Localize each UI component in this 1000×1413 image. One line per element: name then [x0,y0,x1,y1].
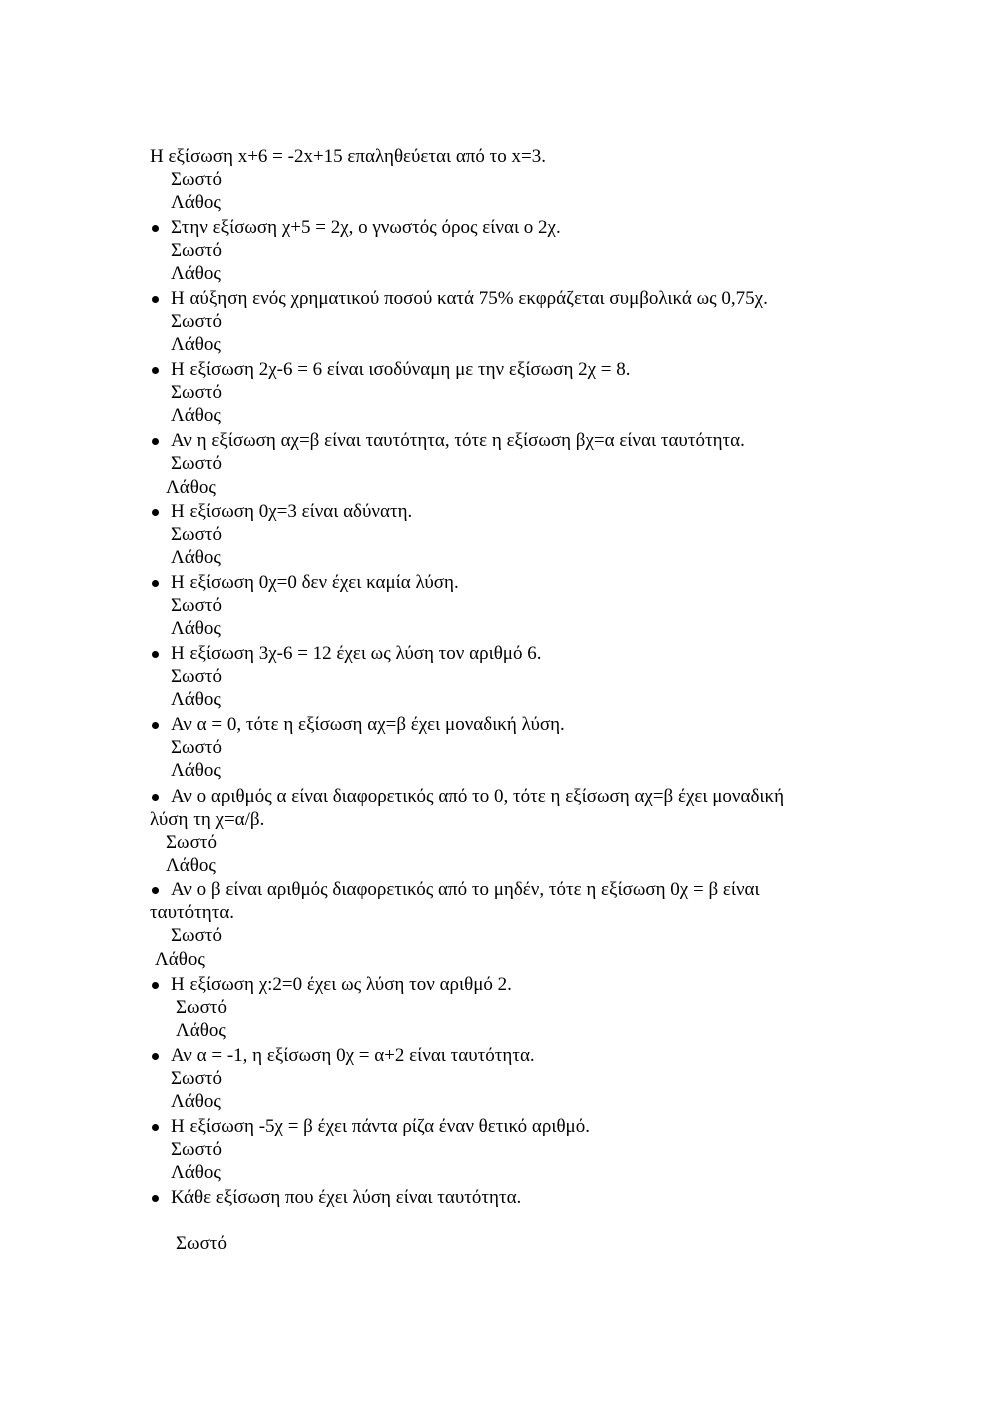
question-6-statement: Η εξίσωση 0χ=3 είναι αδύνατη. [171,501,413,522]
question-5-option-true[interactable]: Σωστό [171,453,222,474]
question-6-option-true[interactable]: Σωστό [171,524,222,545]
question-12-option-true[interactable]: Σωστό [176,997,227,1018]
question-1-statement: Η εξίσωση x+6 = -2x+15 επαληθεύεται από το x=3. [150,146,547,167]
question-2-statement: Στην εξίσωση χ+5 = 2χ, ο γνωστός όρος είναι ο 2χ. [171,217,561,238]
question-7-option-false[interactable]: Λάθος [171,618,221,639]
bullet-icon [152,651,159,658]
question-9-option-true[interactable]: Σωστό [171,737,222,758]
question-12-statement: Η εξίσωση χ:2=0 έχει ως λύση τον αριθμό 2. [171,974,512,995]
question-4-option-false[interactable]: Λάθος [171,405,221,426]
question-4-statement: Η εξίσωση 2χ-6 = 6 είναι ισοδύναμη με την εξίσωση 2χ = 8. [171,359,631,380]
question-2-option-true[interactable]: Σωστό [171,240,222,261]
question-10-statement-line1: Αν ο αριθμός α είναι διαφορετικός από το 0, τότε η εξίσωση αχ=β έχει μοναδική [171,786,785,807]
question-7-statement: Η εξίσωση 0χ=0 δεν έχει καμία λύση. [171,572,459,593]
bullet-icon [152,1195,159,1202]
question-13-statement: Αν α = -1, η εξίσωση 0χ = α+2 είναι ταυτότητα. [171,1045,535,1066]
bullet-icon [152,225,159,232]
question-14-option-true[interactable]: Σωστό [171,1139,222,1160]
bullet-icon [152,982,159,989]
question-12-option-false[interactable]: Λάθος [176,1020,226,1041]
question-14-option-false[interactable]: Λάθος [171,1162,221,1183]
question-1-option-true[interactable]: Σωστό [171,169,222,190]
question-4-option-true[interactable]: Σωστό [171,382,222,403]
bullet-icon [152,1053,159,1060]
question-3-option-false[interactable]: Λάθος [171,334,221,355]
bullet-icon [152,722,159,729]
question-8-option-false[interactable]: Λάθος [171,689,221,710]
question-3-statement: Η αύξηση ενός χρηματικού ποσού κατά 75% εκφράζεται συμβολικά ως 0,75χ. [171,288,768,309]
question-11-statement-line1: Αν ο β είναι αριθμός διαφορετικός από το μηδέν, τότε η εξίσωση 0χ = β είναι [171,879,760,900]
question-8-option-true[interactable]: Σωστό [171,666,222,687]
bullet-icon [152,509,159,516]
question-10-statement-line2: λύση τη χ=α/β. [150,809,265,830]
question-6-option-false[interactable]: Λάθος [171,547,221,568]
question-15-statement: Κάθε εξίσωση που έχει λύση είναι ταυτότητα. [171,1187,522,1208]
question-3-option-true[interactable]: Σωστό [171,311,222,332]
question-9-option-false[interactable]: Λάθος [171,760,221,781]
question-15-option-true[interactable]: Σωστό [176,1233,227,1254]
question-11-option-true[interactable]: Σωστό [171,925,222,946]
question-5-option-false[interactable]: Λάθος [166,477,216,498]
question-8-statement: Η εξίσωση 3χ-6 = 12 έχει ως λύση τον αριθμό 6. [171,643,542,664]
bullet-icon [152,1124,159,1131]
bullet-icon [152,367,159,374]
question-1-option-false[interactable]: Λάθος [171,192,221,213]
bullet-icon [152,296,159,303]
question-9-statement: Αν α = 0, τότε η εξίσωση αχ=β έχει μοναδική λύση. [171,714,565,735]
question-5-statement: Αν η εξίσωση αχ=β είναι ταυτότητα, τότε η εξίσωση βχ=α είναι ταυτότητα. [171,430,745,451]
question-10-option-false[interactable]: Λάθος [166,855,216,876]
question-2-option-false[interactable]: Λάθος [171,263,221,284]
bullet-icon [152,438,159,445]
question-13-option-true[interactable]: Σωστό [171,1068,222,1089]
question-13-option-false[interactable]: Λάθος [171,1091,221,1112]
question-7-option-true[interactable]: Σωστό [171,595,222,616]
question-10-option-true[interactable]: Σωστό [166,832,217,853]
question-11-option-false[interactable]: Λάθος [155,949,205,970]
bullet-icon [152,887,159,894]
question-11-statement-line2: ταυτότητα. [150,902,235,923]
bullet-icon [152,794,159,801]
question-14-statement: Η εξίσωση -5χ = β έχει πάντα ρίζα έναν θετικό αριθμό. [171,1116,590,1137]
bullet-icon [152,580,159,587]
